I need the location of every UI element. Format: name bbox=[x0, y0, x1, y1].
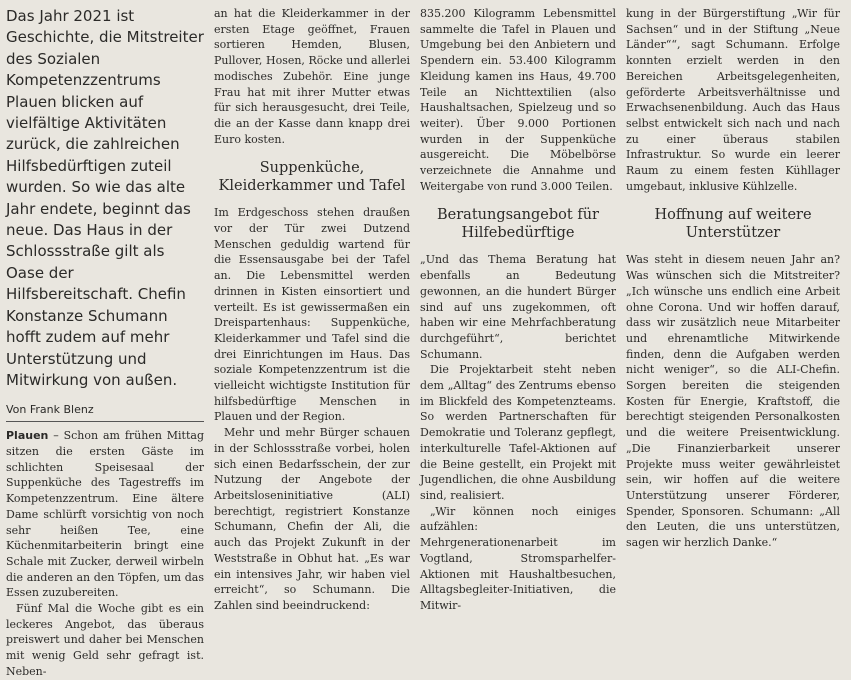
paragraph: 835.200 Kilogramm Lebensmittel sammelte die Tafel in Plauen und Umgebung bei den Anbietern und Spendern ein. 53.400 Kilogramm Kleidung kamen ins Haus, 49.700 Teile an Nichttextilien (also Haushaltsachen, Spielzeug und so weiter). Über 9.000 Portionen wurden in der Suppenküche ausgereicht. Die Möbelbörse verzeichnete die Annahme und Weitergabe von rund 3.000 Teilen. bbox=[420, 7, 616, 193]
intro-teaser bbox=[6, 6, 204, 391]
paragraph: kung in der Bürgerstiftung „Wir für Sachsen“ und in der Stiftung „Neue Länder““, sagt Schumann. Erfolge konnten erzielt werden in den Bereichen Arbeitsgelegenheiten, geförderte Arbeitsverhältnisse und Erwachsenenbildung. Auch das Haus selbst entwickelt sich nach und nach zu einer überaus stabilen Infrastruktur. So wurde ein leerer Raum zu einem festen Kühllager umgebaut, inklusive Kühlzelle. bbox=[626, 7, 840, 193]
paragraph: Die Projektarbeit steht neben dem „Alltag“ des Zentrums ebenso im Blickfeld des Kompetenzteams. So werden Partnerschaften für Demokratie und Toleranz gepflegt, interkulturelle Tafel-Aktionen auf die Beine gestellt, ein Projekt mit Jugendlichen, die ohne Ausbildung sind, realisiert. bbox=[420, 363, 616, 502]
column-1 bbox=[6, 6, 204, 678]
subheading-beratungsangebot: Beratungsangebot für Hilfebedürftige bbox=[437, 207, 599, 242]
paragraph: Fünf Mal die Woche gibt es ein leckeres Angebot, das überaus preiswert und daher bei Menschen mit wenig Geld sehr gefragt ist. Neben- bbox=[6, 602, 204, 678]
byline: Von Frank Blenz bbox=[6, 403, 94, 417]
intro-text: Das Jahr 2021 ist Geschichte, die Mitstreiter des Sozialen Kompetenzzentrums Plauen blicken auf vielfältige Aktivitäten zurück, die zahlreichen Hilfsbedürftigen zuteil wurden. So wie das alte Jahr endete, beginnt das neue. Das Haus in der Schlossstraße gilt als Oase der Hilfsbereitschaft. Chefin Konstanze Schumann hofft zudem auf mehr Unterstützung und Mitwirkung von außen. bbox=[6, 7, 204, 389]
paragraph: Im Erdgeschoss stehen draußen vor der Tür zwei Dutzend Menschen geduldig wartend für die Essensausgabe bei der Tafel an. Die Lebensmittel werden drinnen in Kisten einsortiert und verteilt. Es ist gewissermaßen ein Dreispartenhaus: Suppenküche, Kleiderkammer und Tafel sind die drei Einrichtungen im Haus. Das soziale Kompetenzzentrum ist die vielleicht wichtigste Institution für hilfsbedürftige Menschen in Plauen und der Region. bbox=[214, 206, 410, 424]
column-4 bbox=[626, 6, 840, 559]
paragraph: „Wir können noch einiges aufzählen: Mehrgenerationenarbeit im Vogtland, Stromsparhelfer-Aktionen mit Haushaltbesuchen, Alltagsbegleiter-Initiativen, die Mitwir- bbox=[420, 504, 616, 612]
dateline: Plauen bbox=[6, 429, 49, 443]
paragraph: Plauen – Schon am frühen Mittag sitzen die ersten Gäste im schlichten Speisesaal der Suppenküche des Tagestreffs im Kompetenzzentrum. Eine ältere Dame schlürft vorsichtig von noch sehr heißen Tee, eine Küchenmitarbeiterin bringt eine Schale mit Zucker, derweil wirbeln die anderen an den Töpfen, um das Essen zuzubereiten. bbox=[6, 429, 204, 600]
column-2 bbox=[214, 6, 410, 612]
byline-divider bbox=[6, 421, 204, 422]
paragraph: „Und das Thema Beratung hat ebenfalls an Bedeutung gewonnen, an die hundert Bürger sind auf uns zugekommen, oft haben wir eine Mehrfachberatung durchgeführt“, berichtet Schumann. bbox=[420, 253, 616, 361]
paragraph: Was steht in diesem neuen Jahr an? Was wünschen sich die Mitstreiter? „Ich wünsche uns endlich eine Arbeit ohne Corona. Und wir hoffen darauf, dass wir zusätzlich neue Mitarbeiter und ehrenamtliche Mitwirkende finden, denn die Aufgaben werden nicht weniger“, so die ALI-Chefin. Sorgen bereiten die steigenden Kosten für Energie, Kraftstoff, die berechtigt steigenden Personalkosten und die weitere Preisentwicklung. „Die Finanzierbarkeit unserer Projekte muss weiter gewährleistet sein, wir hoffen auf die weitere Unterstützung unserer Förderer, Spender, Sponsoren. Schumann: „All den Leuten, die uns unterstützen, sagen wir herzlich Danke.“ bbox=[626, 253, 840, 550]
subheading-suppenkueche: Suppenküche, Kleiderkammer und Tafel bbox=[218, 160, 406, 195]
paragraph: Mehr und mehr Bürger schauen in der Schlossstraße vorbei, holen sich einen Bedarfsschein, der zur Nutzung der Angebote der Arbeitsloseninitiative (ALI) berechtigt, registriert Konstanze Schumann, Chefin der Ali, die auch das Projekt Zukunft in der Weststraße in Obhut hat. „Es war ein intensives Jahr, wir haben viel erreicht“, so Schumann. Die Zahlen sind beeindruckend: bbox=[214, 426, 410, 612]
subheading-hoffnung: Hoffnung auf weitere Unterstützer bbox=[654, 207, 812, 242]
column-3 bbox=[420, 6, 616, 612]
paragraph: an hat die Kleiderkammer in der ersten Etage geöffnet, Frauen sortieren Hemden, Blusen, Pullover, Hosen, Röcke und allerlei modisches Zubehör. Eine junge Frau hat mit ihrer Mutter etwas für sich herausgesucht, drei Teile, die an der Kasse dann knapp drei Euro kosten. bbox=[214, 7, 410, 146]
column-1-body bbox=[6, 428, 204, 679]
